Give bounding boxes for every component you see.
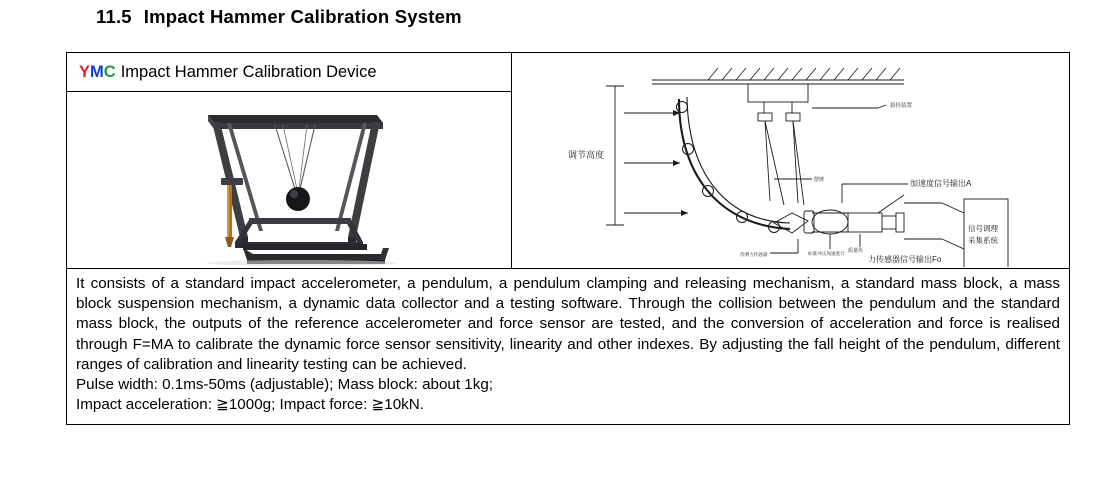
logo-letter-c: C bbox=[103, 62, 116, 81]
label-data-system-line2: 采集系统 bbox=[968, 236, 998, 245]
label-force-sensor-in: 待测力传感器 bbox=[740, 252, 768, 257]
device-photo bbox=[67, 92, 511, 268]
logo-letter-m: M bbox=[90, 62, 104, 81]
table-top-row bbox=[67, 53, 1069, 268]
ymc-logo bbox=[79, 63, 116, 82]
label-ref-accelerometer: 标准冲击加速度计 bbox=[808, 251, 845, 256]
spec-line-2: Impact acceleration: ≧1000g; Impact force: ≧10kN. bbox=[76, 396, 424, 414]
logo-letter-y: Y bbox=[79, 62, 91, 81]
label-pendulum: 摆锤 bbox=[814, 177, 825, 183]
device-card-title-bar bbox=[67, 53, 511, 92]
description-cell bbox=[67, 268, 1069, 424]
schematic-graphic bbox=[512, 53, 1069, 267]
schematic-diagram bbox=[512, 53, 1069, 268]
spec-line-1: Pulse width: 0.1ms-50ms (adjustable); Mass block: about 1kg; bbox=[76, 376, 494, 394]
device-photo-graphic bbox=[67, 92, 511, 267]
product-table bbox=[66, 52, 1070, 425]
device-card-title: Impact Hammer Calibration Device bbox=[120, 62, 377, 81]
label-force-output: 力传感器信号输出Fo bbox=[868, 255, 942, 264]
label-mass-block: 质量块 bbox=[848, 248, 864, 254]
device-card bbox=[67, 53, 512, 268]
section-number: 11.5 bbox=[96, 6, 132, 27]
label-accel-output: 加速度信号输出A bbox=[910, 179, 972, 188]
page-title bbox=[96, 6, 462, 28]
description-paragraph: It consists of a standard impact accelerometer, a pendulum, a pendulum clamping and releasing mechanism, a standard mass block, a mass block suspension mechanism, a dynamic data collector and a testing software. Through the collision between the pendulum and the standard mass block, the outputs of the reference accelerometer and force sensor are tested, and the conversion of acceleration and force is realised through F=MA to calibrate the dynamic force sensor sensitivity, linearity and other indexes. By adjusting the fall height of the pendulum, different ranges of calibration and linearity testing can be achieved. bbox=[76, 275, 1060, 373]
label-support: 悬挂装置 bbox=[890, 103, 913, 109]
label-height-adjust: 调节高度 bbox=[568, 150, 605, 160]
section-title: Impact Hammer Calibration System bbox=[143, 6, 462, 27]
label-data-system-line1: 信号调理 bbox=[968, 224, 998, 233]
